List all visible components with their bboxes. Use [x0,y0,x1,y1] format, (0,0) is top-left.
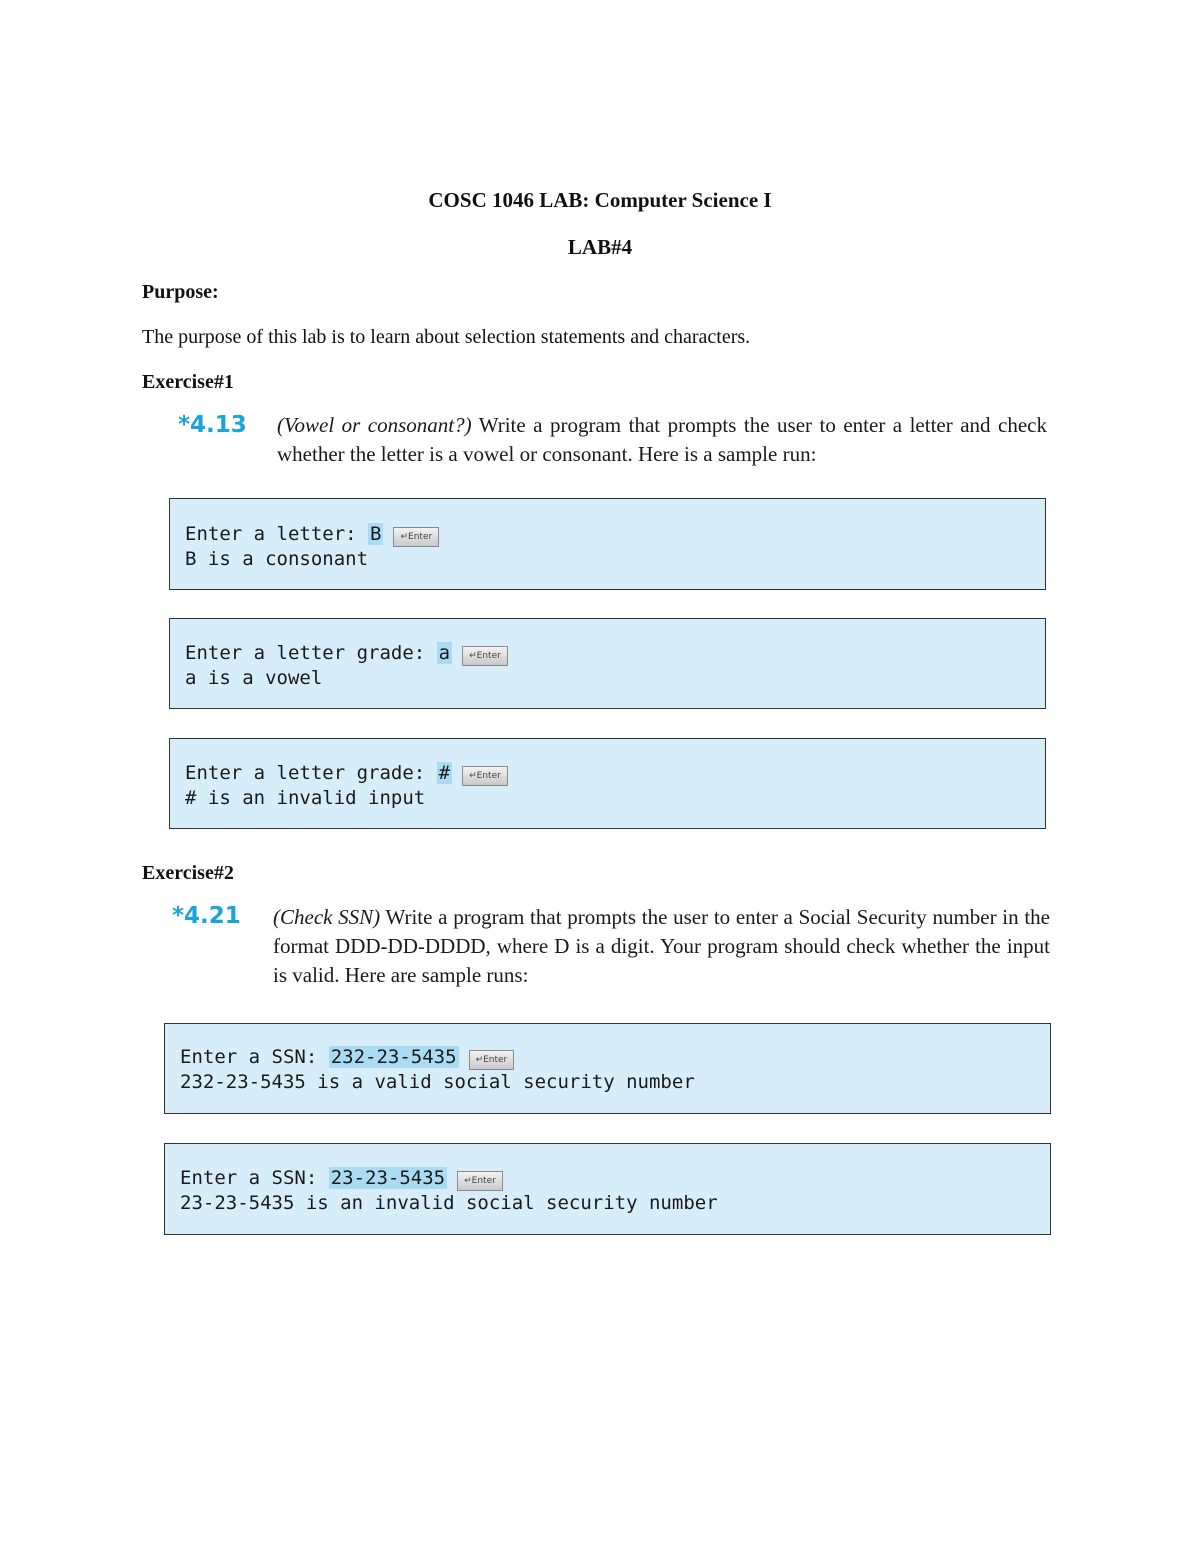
run-prompt-line [185,641,508,666]
run-prompt: Enter a letter grade: [185,762,437,784]
run-prompt: Enter a SSN: [180,1167,329,1189]
enter-key-icon: ↵Enter [457,1171,503,1191]
purpose-heading: Purpose: [142,281,219,303]
enter-key-icon: ↵Enter [462,646,508,666]
enter-key-icon: ↵Enter [462,766,508,786]
run-user-input: 232-23-5435 [330,1046,457,1068]
run-prompt-line [180,1045,514,1070]
exercise2-body: Write a program that prompts the user to enter a Social Security number in the format DDD-DD-DDDD, where D is a digit. Your program should check whether the input is valid. Here are sample runs: [273,905,1050,987]
run-output: B is a consonant [185,548,369,570]
run-user-input: B [370,523,382,545]
enter-key-icon: ↵Enter [469,1050,515,1070]
run-prompt: Enter a SSN: [180,1046,329,1068]
document-title: COSC 1046 LAB: Computer Science I [428,188,772,212]
run-output: 232-23-5435 is a valid social security number [180,1071,695,1093]
run-output: a is a vowel [185,667,323,689]
run-output: # is an invalid input [185,787,426,809]
exercise1-body: Write a program that prompts the user to enter a letter and check whether the letter is a vowel or consonant. Here is a sample run: [277,413,1047,466]
exercise1-heading: Exercise#1 [142,371,234,393]
sample-run-box [169,618,1046,709]
exercise2-heading: Exercise#2 [142,862,234,884]
exercise2-number: *4.21 [172,903,241,929]
run-user-input: 23-23-5435 [330,1167,446,1189]
sample-run-box [164,1143,1051,1235]
exercise1-description [277,411,1047,469]
run-prompt-line [180,1166,503,1191]
run-prompt-line [185,522,439,547]
lab-number: LAB#4 [567,235,633,259]
exercise2-title: (Check SSN) [273,905,381,929]
exercise2-description [273,903,1050,990]
sample-run-box [164,1023,1051,1114]
run-user-input: # [438,762,451,784]
run-prompt: Enter a letter: [185,523,369,545]
exercise1-number: *4.13 [178,412,247,438]
sample-run-box [169,738,1046,829]
run-output: 23-23-5435 is an invalid social security number [180,1192,718,1214]
exercise1-title: (Vowel or consonant?) [277,413,472,437]
run-prompt: Enter a letter grade: [185,642,437,664]
run-prompt-line [185,761,508,786]
run-user-input: a [438,642,451,664]
sample-run-box [169,498,1046,590]
purpose-text: The purpose of this lab is to learn about selection statements and characters. [142,326,751,348]
enter-key-icon: ↵Enter [393,527,439,547]
